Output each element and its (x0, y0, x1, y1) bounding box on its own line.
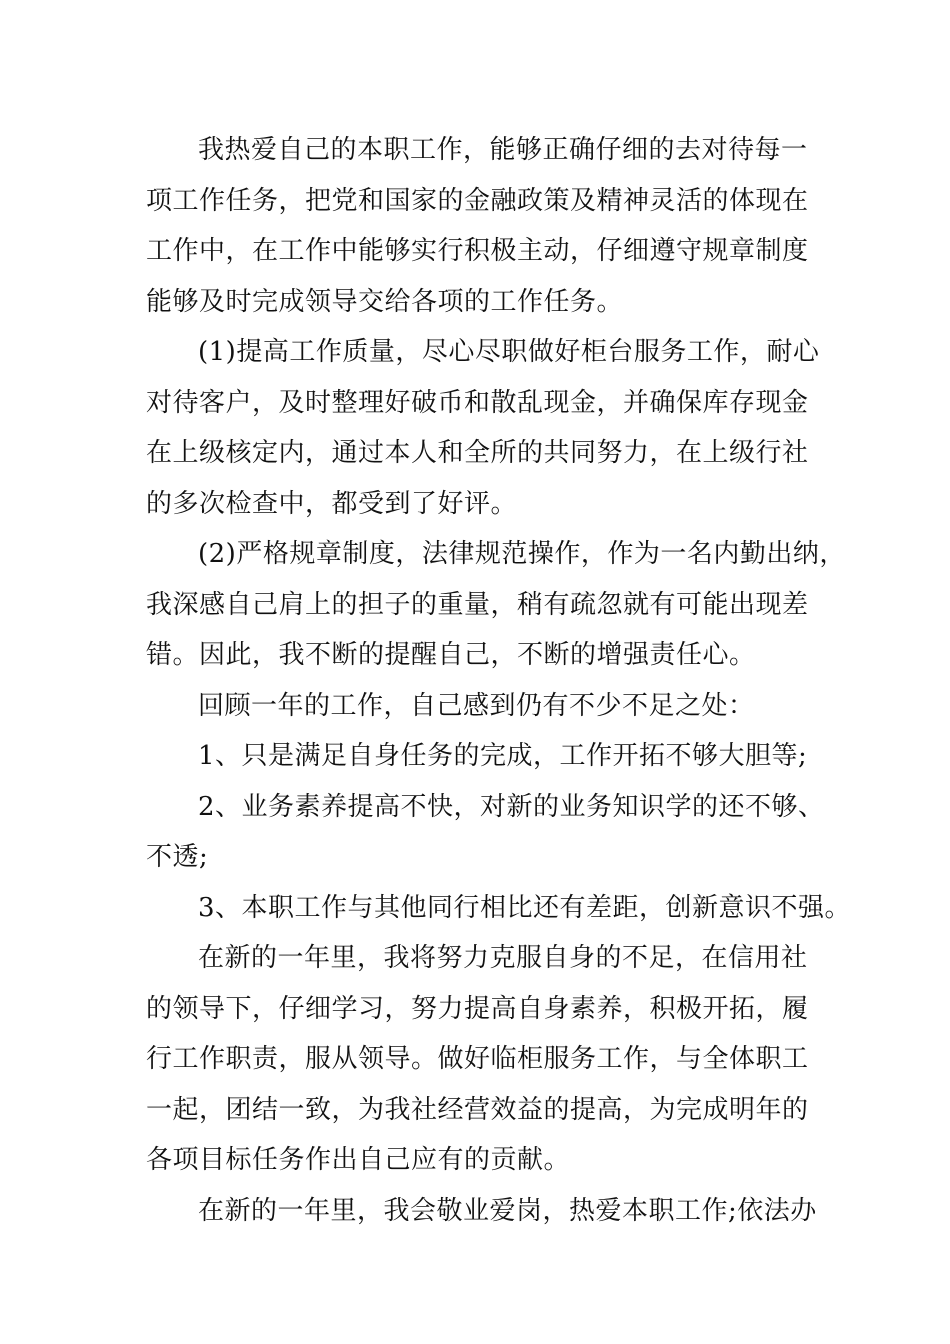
text-line: 的多次检查中，都受到了好评。 (146, 488, 518, 519)
text-line: 工作中，在工作中能够实行积极主动，仔细遵守规章制度 (146, 236, 809, 266)
text-line: (2)严格规章制度，法律规范操作，作为一名内勤出纳， (198, 539, 846, 569)
text-line: 项工作任务，把党和国家的金融政策及精神灵活的体现在 (146, 185, 809, 216)
text-line: 各项目标任务作出自己应有的贡献。 (146, 1145, 571, 1175)
text-line: 在新的一年里，我将努力克服自身的不足，在信用社 (198, 943, 808, 973)
text-line: 一起，团结一致，为我社经营效益的提高，为完成明年的 (146, 1094, 809, 1125)
text-line: 在新的一年里，我会敬业爱岗，热爱本职工作;依法办 (198, 1195, 817, 1226)
text-line: 行工作职责，服从领导。做好临柜服务工作，与全体职工 (146, 1044, 809, 1074)
text-line: 在上级核定内，通过本人和全所的共同努力，在上级行社 (146, 438, 809, 468)
text-line: 2、业务素养提高不快，对新的业务知识学的还不够、 (198, 791, 825, 822)
text-line: 我深感自己肩上的担子的重量，稍有疏忽就有可能出现差 (146, 589, 809, 620)
text-line: 能够及时完成领导交给各项的工作任务。 (146, 286, 624, 317)
text-line: 不透; (146, 842, 209, 872)
text-line: 1、只是满足自身任务的完成，工作开拓不够大胆等; (198, 741, 808, 771)
text-line: (1)提高工作质量，尽心尽职做好柜台服务工作，耐心 (198, 337, 820, 367)
text-line: 的领导下，仔细学习，努力提高自身素养，积极开拓，履 (146, 993, 809, 1024)
text-line: 3、本职工作与其他同行相比还有差距，创新意识不强。 (198, 892, 852, 923)
document-body (146, 125, 852, 1236)
text-line: 回顾一年的工作，自己感到仍有不少不足之处： (198, 690, 755, 721)
text-line: 我热爱自己的本职工作，能够正确仔细的去对待每一 (198, 135, 808, 165)
text-line: 对待客户，及时整理好破币和散乱现金，并确保库存现金 (146, 387, 809, 418)
text-line: 错。因此，我不断的提醒自己，不断的增强责任心。 (146, 640, 756, 670)
